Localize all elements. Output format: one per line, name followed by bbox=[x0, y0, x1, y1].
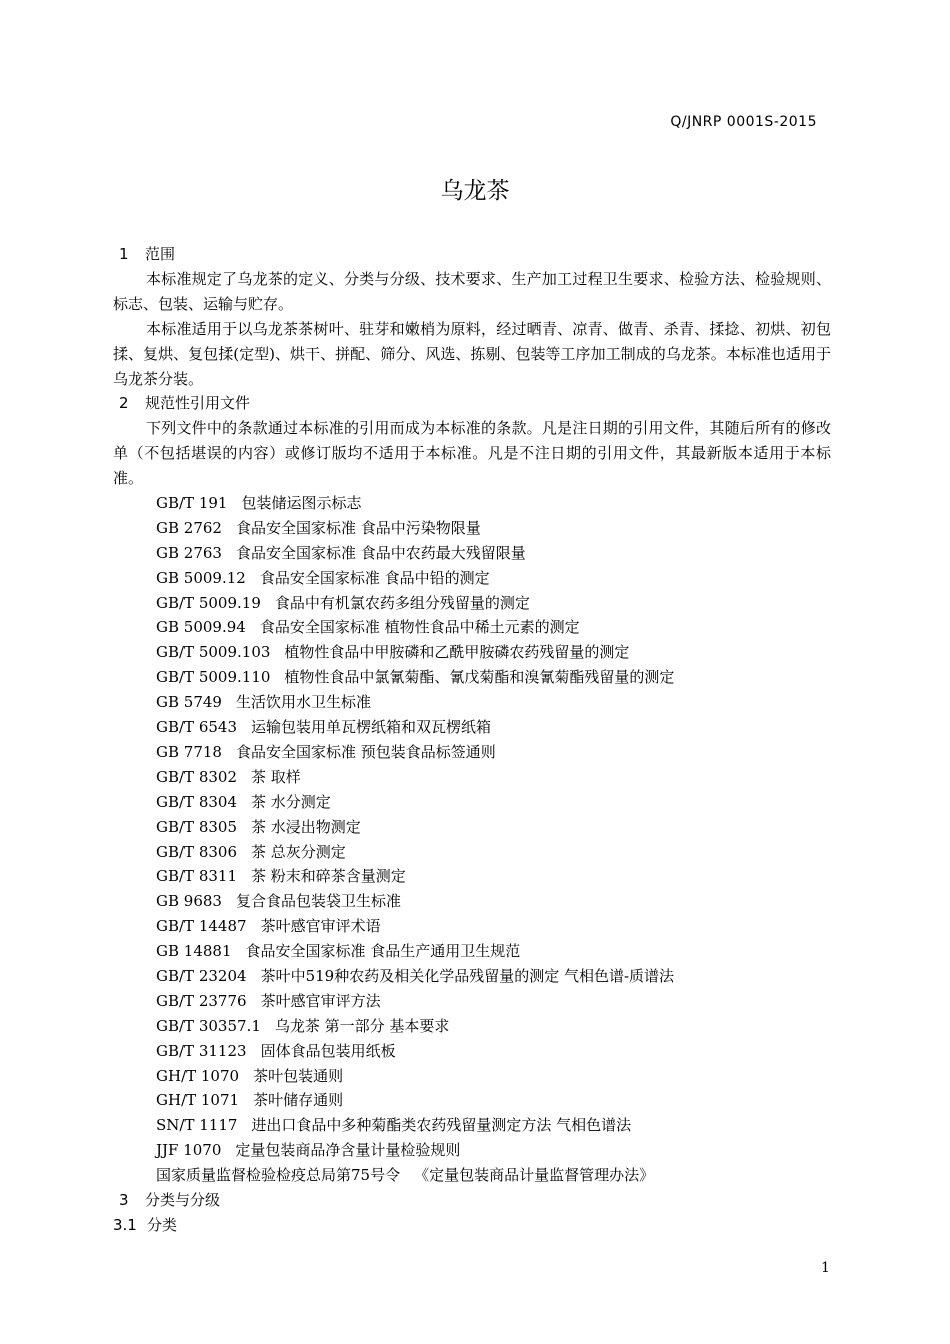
document-body bbox=[113, 242, 831, 1238]
reference-name: 茶 水分测定 bbox=[251, 792, 331, 811]
reference-name: 运输包装用单瓦楞纸箱和双瓦楞纸箱 bbox=[251, 718, 492, 737]
reference-name: 茶叶包装通则 bbox=[253, 1066, 344, 1085]
reference-item bbox=[113, 914, 831, 939]
reference-code: GB 5749 bbox=[156, 693, 222, 712]
section-title: 范围 bbox=[145, 245, 176, 263]
reference-list bbox=[113, 491, 831, 1188]
reference-item bbox=[113, 541, 831, 566]
reference-name: 茶叶感官审评方法 bbox=[260, 991, 381, 1010]
subsection-title: 分类 bbox=[147, 1215, 178, 1234]
subsection-number: 3.1 bbox=[113, 1215, 137, 1234]
reference-code: GB 2762 bbox=[156, 518, 222, 537]
reference-code: GB/T 191 bbox=[156, 494, 228, 513]
reference-code: GB 5009.94 bbox=[156, 618, 246, 637]
reference-item bbox=[113, 989, 831, 1014]
reference-name: 《定量包装商品计量监督管理办法》 bbox=[414, 1166, 655, 1185]
reference-item bbox=[113, 815, 831, 840]
reference-item bbox=[113, 640, 831, 665]
reference-item bbox=[113, 765, 831, 790]
reference-item bbox=[113, 840, 831, 865]
reference-code: GB/T 31123 bbox=[156, 1041, 247, 1060]
reference-item bbox=[113, 516, 831, 541]
reference-code: GB/T 23204 bbox=[156, 966, 247, 985]
reference-name: 茶 总灰分测定 bbox=[251, 842, 346, 861]
reference-code: GB/T 23776 bbox=[156, 991, 247, 1010]
reference-name: 茶叶中519种农药及相关化学品残留量的测定 气相色谱-质谱法 bbox=[260, 966, 675, 985]
reference-name: 食品安全国家标准 食品生产通用卫生规范 bbox=[245, 942, 521, 961]
reference-item bbox=[113, 615, 831, 640]
reference-name: 植物性食品中甲胺磷和乙酰甲胺磷农药残留量的测定 bbox=[284, 643, 630, 662]
page-number: 1 bbox=[821, 1260, 830, 1276]
reference-item bbox=[113, 964, 831, 989]
reference-name: 茶叶储存通则 bbox=[253, 1091, 344, 1110]
reference-item bbox=[113, 1064, 831, 1089]
section-number: 1 bbox=[119, 245, 129, 263]
reference-name: 包装储运图示标志 bbox=[241, 494, 362, 513]
reference-item bbox=[113, 864, 831, 889]
reference-code: GB/T 8304 bbox=[156, 792, 238, 811]
reference-name: 茶 粉末和碎茶含量测定 bbox=[251, 867, 406, 886]
reference-name: 食品安全国家标准 食品中污染物限量 bbox=[235, 518, 481, 537]
reference-name: 复合食品包装袋卫生标准 bbox=[235, 892, 401, 911]
reference-code: GB 7718 bbox=[156, 742, 222, 761]
section-heading-scope bbox=[113, 242, 831, 267]
reference-name: 茶 取样 bbox=[251, 767, 301, 786]
reference-name: 食品安全国家标准 食品中铅的测定 bbox=[259, 568, 490, 587]
reference-name: 固体食品包装用纸板 bbox=[260, 1041, 396, 1060]
reference-name: 定量包装商品净含量计量检验规则 bbox=[235, 1141, 461, 1160]
reference-item bbox=[113, 1163, 831, 1188]
reference-code: GB 2763 bbox=[156, 543, 222, 562]
reference-name: 植物性食品中氯氰菊酯、氰戊菊酯和溴氰菊酯残留量的测定 bbox=[284, 668, 675, 687]
reference-code: GB/T 14487 bbox=[156, 917, 247, 936]
reference-name: 食品安全国家标准 植物性食品中稀土元素的测定 bbox=[259, 618, 580, 637]
reference-code: GB/T 6543 bbox=[156, 718, 238, 737]
reference-item bbox=[113, 566, 831, 591]
reference-code: GH/T 1071 bbox=[156, 1091, 240, 1110]
reference-code: GB/T 5009.19 bbox=[156, 593, 261, 612]
section-title: 规范性引用文件 bbox=[145, 394, 251, 413]
reference-item bbox=[113, 491, 831, 516]
reference-item bbox=[113, 790, 831, 815]
reference-code: GH/T 1070 bbox=[156, 1066, 240, 1085]
reference-name: 食品安全国家标准 预包装食品标签通则 bbox=[235, 742, 496, 761]
reference-item bbox=[113, 715, 831, 740]
reference-item bbox=[113, 740, 831, 765]
reference-code: GB/T 8306 bbox=[156, 842, 238, 861]
reference-item bbox=[113, 939, 831, 964]
section-number: 3 bbox=[119, 1190, 129, 1209]
reference-code: GB/T 30357.1 bbox=[156, 1016, 261, 1035]
reference-item bbox=[113, 889, 831, 914]
reference-name: 茶叶感官审评术语 bbox=[260, 917, 381, 936]
reference-name: 食品中有机氯农药多组分残留量的测定 bbox=[274, 593, 530, 612]
reference-code: GB/T 8305 bbox=[156, 817, 238, 836]
document-title: 乌龙茶 bbox=[440, 178, 510, 204]
reference-item bbox=[113, 591, 831, 616]
scope-paragraph-2: 本标准适用于以乌龙茶茶树叶、驻芽和嫩梢为原料，经过晒青、凉青、做青、杀青、揉捻、初烘、初包揉、复烘、复包揉(定型)、烘干、拼配、筛分、风选、拣剔、包装等工序加工制成的乌龙茶。本标准也适用于乌龙茶分装。 bbox=[113, 319, 831, 388]
section-number: 2 bbox=[119, 394, 129, 413]
reference-name: 进出口食品中多种菊酯类农药残留量测定方法 气相色谱法 bbox=[251, 1116, 632, 1135]
reference-item bbox=[113, 1039, 831, 1064]
document-code: Q/JNRP 0001S-2015 bbox=[670, 114, 817, 130]
subsection-heading-classification bbox=[113, 1213, 831, 1238]
reference-code: GB 9683 bbox=[156, 892, 222, 911]
reference-name: 茶 水浸出物测定 bbox=[251, 817, 361, 836]
reference-item bbox=[113, 1138, 831, 1163]
reference-code: JJF 1070 bbox=[156, 1141, 222, 1160]
reference-code: GB/T 8311 bbox=[156, 867, 238, 886]
section-heading-normative-references bbox=[113, 391, 831, 416]
reference-code: SN/T 1117 bbox=[156, 1116, 238, 1135]
reference-item bbox=[113, 1014, 831, 1039]
scope-paragraph-1: 本标准规定了乌龙茶的定义、分类与分级、技术要求、生产加工过程卫生要求、检验方法、检验规则、标志、包装、运输与贮存。 bbox=[113, 269, 831, 313]
reference-code: GB/T 5009.110 bbox=[156, 668, 271, 687]
reference-item bbox=[113, 690, 831, 715]
reference-name: 乌龙茶 第一部分 基本要求 bbox=[274, 1016, 450, 1035]
reference-code: GB/T 5009.103 bbox=[156, 643, 271, 662]
reference-item bbox=[113, 665, 831, 690]
reference-code: GB/T 8302 bbox=[156, 767, 238, 786]
reference-name: 食品安全国家标准 食品中农药最大残留限量 bbox=[235, 543, 526, 562]
reference-item bbox=[113, 1113, 831, 1138]
section-title: 分类与分级 bbox=[145, 1190, 221, 1209]
reference-code: 国家质量监督检验检疫总局第75号令 bbox=[156, 1166, 401, 1185]
references-intro-paragraph: 下列文件中的条款通过本标准的引用而成为本标准的条款。凡是注日期的引用文件，其随后所有的修改单（不包括堪误的内容）或修订版均不适用于本标准。凡是不注日期的引用文件，其最新版本适用于本标准。 bbox=[113, 419, 831, 488]
reference-code: GB 5009.12 bbox=[156, 568, 246, 587]
reference-item bbox=[113, 1088, 831, 1113]
reference-code: GB 14881 bbox=[156, 942, 232, 961]
reference-name: 生活饮用水卫生标准 bbox=[235, 693, 371, 712]
section-heading-classification bbox=[113, 1188, 831, 1213]
